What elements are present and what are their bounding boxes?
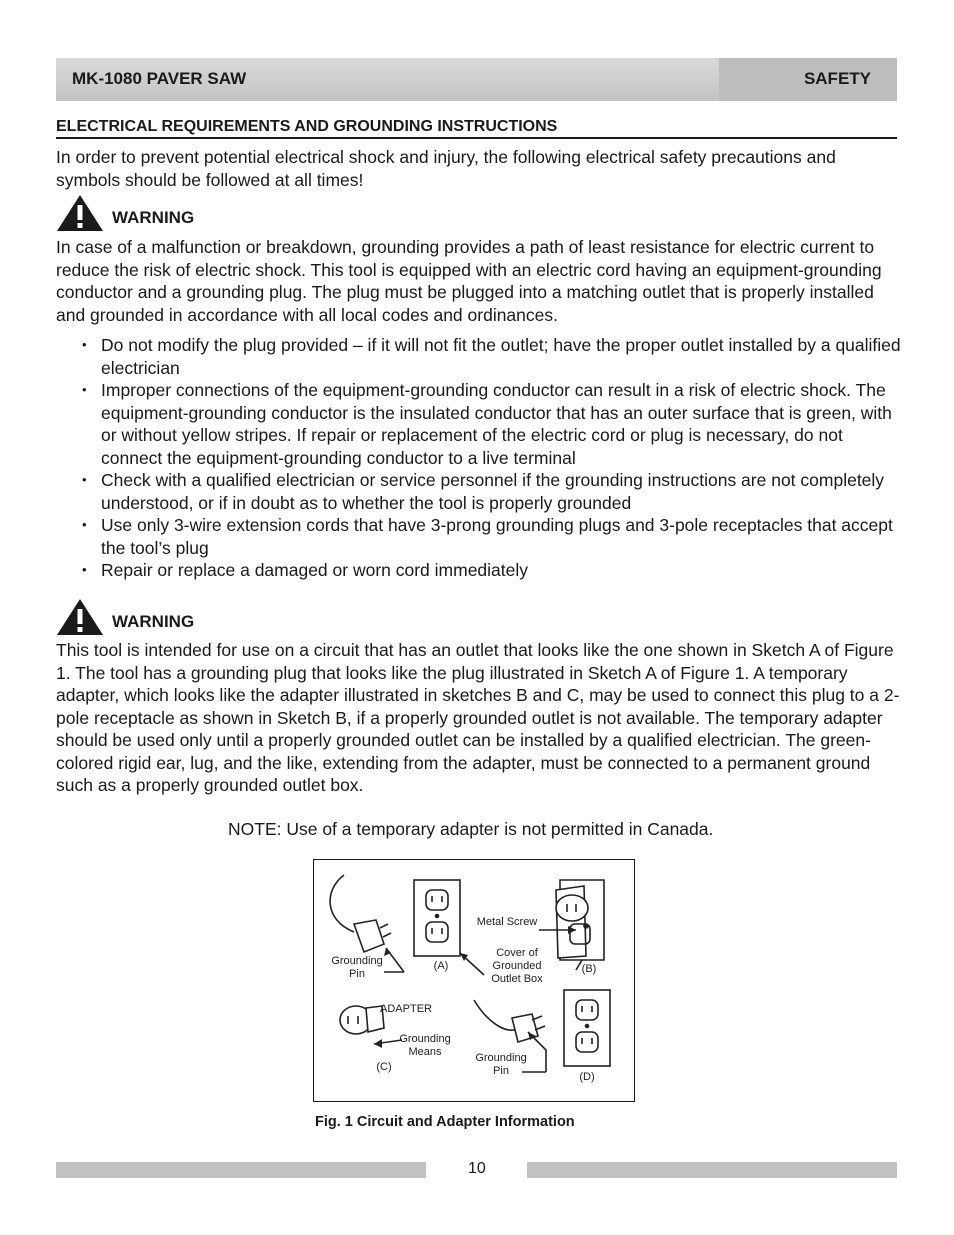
footer-bar-left <box>56 1162 426 1178</box>
bullet-icon: • <box>82 517 87 532</box>
label-sketch-b: (B) <box>581 963 597 975</box>
section-title: SAFETY <box>803 69 871 88</box>
warning-label-2: WARNING <box>112 612 195 631</box>
footer-bar-right <box>527 1162 897 1178</box>
warning-triangle-icon <box>56 597 104 637</box>
section-heading: ELECTRICAL REQUIREMENTS AND GROUNDING INSTRUCTIONS <box>56 118 897 139</box>
warning-text-2: This tool is intended for use on a circuit that has an outlet that looks like the one shown in Sketch A of Figure 1. The tool has a grounding plug that looks like the plug illustrated in Sketch A of Figure 1. A temporary adapter, which looks like the adapter illustrated in sketches B and C, may be used to connect this plug to a 2-pole receptacle as shown in Sketch B, if a properly grounded outlet is not available. The temporary adapter should be used only until a properly grounded outlet can be installed by a qualified electrician. The green-colored rigid ear, lug, and the like, extending from the adapter, must be connected to a permanent ground such as a properly grounded outlet box. <box>56 640 900 795</box>
manual-title: MK-1080 PAVER SAW <box>72 69 247 88</box>
adapter-b-icon <box>556 895 588 921</box>
label-sketch-c: (C) <box>376 1061 392 1073</box>
plug-cord-icon <box>330 875 354 932</box>
warning-text-1: In case of a malfunction or breakdown, grounding provides a path of least resistance for electric current to reduce the risk of electric shock. This tool is equipped with an electric cord having an equipment-grounding conductor and a grounding plug. The plug must be plugged into a matching outlet that is properly installed and grounded in accordance with all local codes and ordinances. <box>56 237 882 325</box>
list-item: • Repair or replace a damaged or worn cord immediately <box>82 560 529 580</box>
label-outlet-box-cover: Cover of Grounded Outlet Box <box>491 947 543 985</box>
list-item: • Check with a qualified electrician or service personnel if the grounding instructions are not completely understood, or if in doubt as to whether the tool is properly grounded <box>82 470 885 513</box>
bullet-icon: • <box>82 337 87 352</box>
safety-bullet-list <box>56 334 906 582</box>
bullet-icon: • <box>82 382 87 397</box>
warning-block-2 <box>56 597 356 631</box>
bullet-icon: • <box>82 472 87 487</box>
figure-caption: Fig. 1 Circuit and Adapter Information <box>315 1114 575 1130</box>
grounding-plug-icon <box>354 920 384 952</box>
label-metal-screw: Metal Screw <box>476 916 538 928</box>
warning-block-1 <box>56 193 356 227</box>
canada-note: NOTE: Use of a temporary adapter is not permitted in Canada. <box>228 819 714 839</box>
list-item: • Improper connections of the equipment-grounding conductor can result in a risk of electric shock. The equipment-grounding conductor is the insulated conductor that has an outer surface that is green, with or without yellow stripes. If repair or replacement of the electric cord or plug is necessary, do not connect the equipment-grounding conductor to a live terminal <box>82 380 892 468</box>
label-sketch-d: (D) <box>579 1071 595 1083</box>
page-number: 10 <box>468 1160 486 1177</box>
list-item: • Do not modify the plug provided – if it will not fit the outlet; have the proper outlet installed by a qualified electrician <box>82 335 901 378</box>
label-grounding-pin: Grounding Pin <box>331 955 383 980</box>
label-grounding-pin-d: Grounding Pin <box>475 1052 527 1077</box>
warning-label-1: WARNING <box>112 208 195 227</box>
label-grounding-means: Grounding Means <box>399 1033 451 1058</box>
list-item: • Use only 3-wire extension cords that have 3-prong grounding plugs and 3-pole receptacles that accept the tool’s plug <box>82 515 893 558</box>
page-header <box>56 58 897 101</box>
plug-cord-d-icon <box>474 1000 519 1030</box>
label-adapter: ADAPTER <box>380 1003 432 1015</box>
bullet-icon: • <box>82 562 87 577</box>
intro-paragraph: In order to prevent potential electrical shock and injury, the following electrical safety precautions and symbols should be followed at all times! <box>56 147 836 190</box>
figure-circuit-adapter <box>313 859 635 1102</box>
warning-triangle-icon <box>56 193 104 233</box>
label-sketch-a: (A) <box>433 960 449 972</box>
